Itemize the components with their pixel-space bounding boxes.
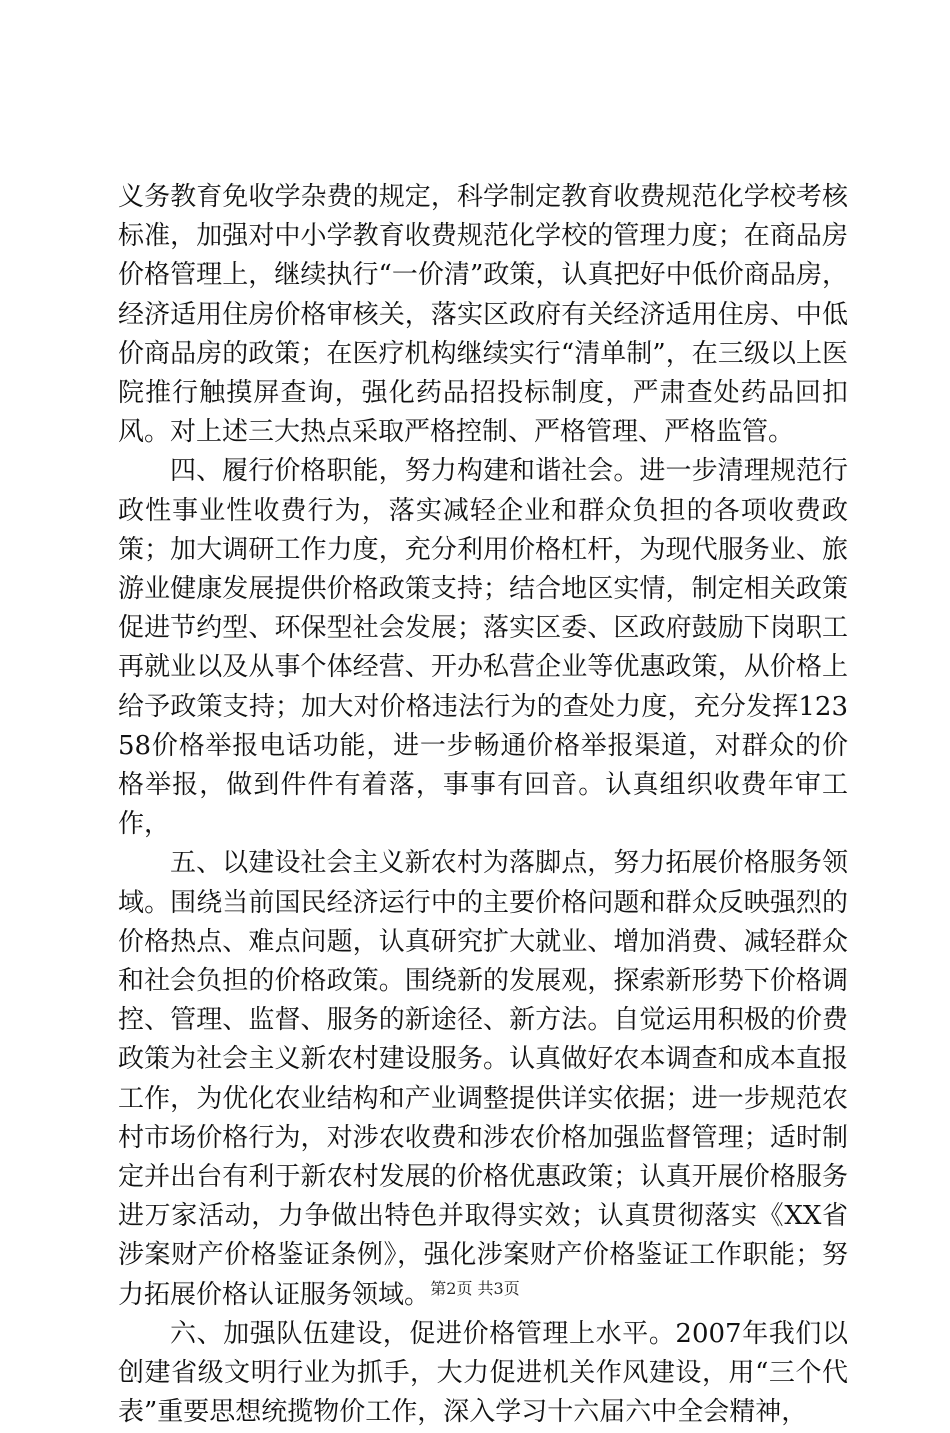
paragraph-section-five: 五、以建设社会主义新农村为落脚点，努力拓展价格服务领域。围绕当前国民经济运行中的主要价格问题和群众反映强烈的价格热点、难点问题，认真研究扩大就业、增加消费、减轻群众和社会负担的价格政策。围绕新的发展观，探索新形势下价格调控、管理、监督、服务的新途径、新方法。自觉运用积极的价费政策为社会主义新农村建设服务。认真做好农本调查和成本直报工作，为优化农业结构和产业调整提供详实依据；进一步规范农村市场价格行为，对涉农收费和涉农价格加强监督管理；适时制定并出台有利于新农村发展的价格优惠政策；认真开展价格服务进万家活动，力争做出特色并取得实效；认真贯彻落实《XX省涉案财产价格鉴证条例》，强化涉案财产价格鉴证工作职能；努力拓展价格认证服务领域。 xyxy=(118,848,848,1310)
paragraph-section-six: 六、加强队伍建设，促进价格管理上水平。2007年我们以创建省级文明行业为抓手，大力促进机关作风建设，用“三个代表”重要思想统揽物价工作，深入学习十六届六中全会精神， xyxy=(118,1318,848,1428)
paragraph-section-four: 四、履行价格职能，努力构建和谐社会。进一步清理规范行政性事业性收费行为，落实减轻企业和群众负担的各项收费政策；加大调研工作力度，充分利用价格杠杆，为现代服务业、旅游业健康发展提供价格政策支持；结合地区实情，制定相关政策促进节约型、环保型社会发展；落实区委、区政府鼓励下岗职工再就业以及从事个体经营、开办私营企业等优惠政策，从价格上给予政策支持；加大对价格违法行为的查处力度，充分发挥12358价格举报电话功能，进一步畅通价格举报渠道，对群众的价格举报，做到件件有着落，事事有回音。认真组织收费年审工作， xyxy=(118,456,848,840)
page-footer: 第2页 共3页 xyxy=(430,1279,520,1298)
document-body xyxy=(118,178,848,1433)
paragraph-continuation: 义务教育免收学杂费的规定，科学制定教育收费规范化学校考核标准，加强对中小学教育收费规范化学校的管理力度；在商品房价格管理上，继续执行“一价清”政策，认真把好中低价商品房，经济适用住房价格审核关，落实区政府有关经济适用住房、中低价商品房的政策；在医疗机构继续实行“清单制”，在三级以上医院推行触摸屏查询，强化药品招投标制度，严肃查处药品回扣风。对上述三大热点采取严格控制、严格管理、严格监管。 xyxy=(118,182,848,448)
